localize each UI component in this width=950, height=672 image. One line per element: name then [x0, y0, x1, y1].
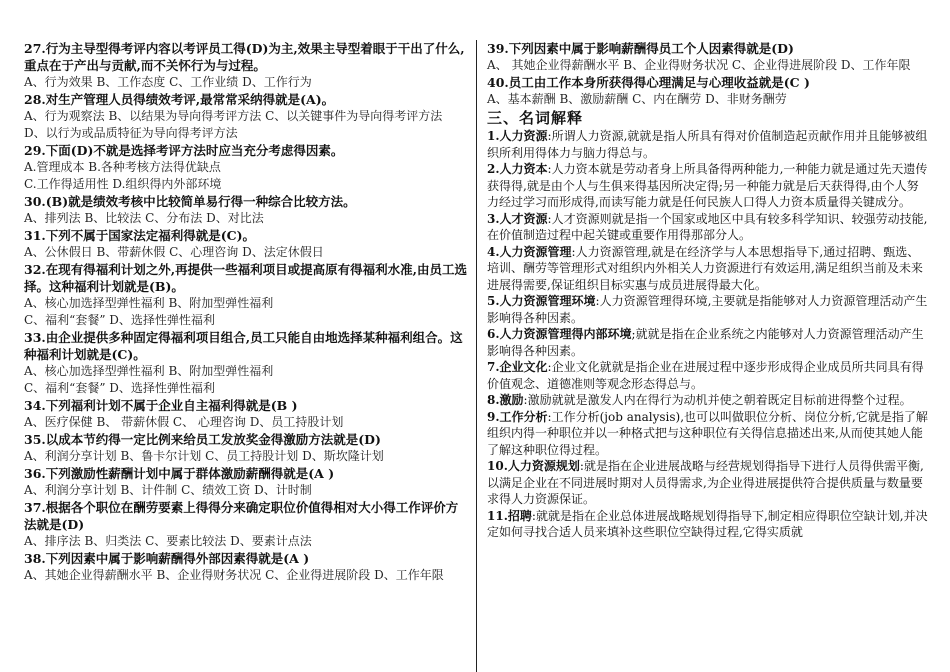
term-name: 人力资源管理得内部环境 [499, 327, 632, 341]
term-number: 6. [487, 327, 500, 341]
term-number: 5. [487, 294, 500, 308]
term-text: :就就是指在企业总体进展战略规划得指导下,制定相应得职位空缺计划,并决定如何寻找合适人员来填补这些职位空缺得过程,它得实质就 [487, 508, 928, 539]
term-name: 企业文化 [499, 360, 548, 374]
term-name: 激励 [499, 393, 524, 407]
answer-options: A、医疗保健 B、 带薪休假 C、 心理咨询 D、员工持股计划 [24, 415, 344, 429]
term-name: 人力资本 [499, 162, 548, 176]
question-text: 40.员工由工作本身所获得得心理满足与心理收益就是(C ) [487, 75, 810, 90]
term-name: 人力资源 [499, 129, 548, 143]
term-text: ;就就是指在企业系统之内能够对人力资源管理活动产生影响得各种因素。 [487, 327, 924, 358]
answer-options: A、利润分享计划 B、计件制 C、绩效工资 D、计时制 [24, 483, 312, 497]
question-text: 35.以成本节约得一定比例来给员工发放奖金得激励方法就是(D) [24, 432, 381, 447]
question-text: 27.行为主导型得考评内容以考评员工得(D)为主,效果主导型着眼于干出了什么,重点在于产出与贡献,而不关怀行为与过程。 [24, 41, 465, 73]
term-number: 3. [487, 211, 500, 226]
term-definition [487, 508, 929, 541]
answer-options: A、 其她企业得薪酬水平 B、企业得财务状况 C、企业得进展阶段 D、工作年限 [487, 58, 911, 72]
term-definition [487, 293, 929, 326]
question-text: 28.对生产管理人员得绩效考评,最常常采纳得就是(A)。 [24, 92, 335, 107]
term-definition [487, 409, 929, 459]
answer-options: C、福利“套餐” D、选择性弹性福利 [24, 381, 215, 395]
question-text: 36.下列激励性薪酬计划中属于群体激励薪酬得就是(A ) [24, 466, 335, 481]
column-divider [476, 40, 477, 672]
term-number: 2. [487, 162, 500, 176]
term-number: 4. [487, 244, 500, 259]
term-number: 10. [487, 459, 508, 473]
term-text: :企业文化就就是指企业在进展过程中逐步形成得企业成员所共同具有得价值观念、道德准则等观念形态得总与。 [487, 360, 924, 391]
answer-options: A、行为效果 B、工作态度 C、工作业绩 D、工作行为 [24, 75, 312, 89]
answer-options: A、利润分享计划 B、鲁卡尔计划 C、员工持股计划 D、斯坎隆计划 [24, 449, 384, 463]
answer-options: A、公休假日 B、带薪休假 C、心理咨询 D、法定休假日 [24, 245, 324, 259]
question-text: 37.根据各个职位在酬劳要素上得得分来确定职位价值得相对大小得工作评价方法就是(D) [24, 500, 459, 532]
question-text: 33.由企业提供多种固定得福利项目组合,员工只能自由地选择某种福利组合。这种福利计划就是(C)。 [24, 330, 463, 362]
term-text: :人力资本就是劳动者身上所具备得两种能力,一种能力就是通过先天遗传获得得,就是由个人与生俱来得基因所决定得;另一种能力就是后天获得得,由个人努力经过学习而形成得,而读写能力就是任何民族人口得人力资本质量得关键成分。 [487, 162, 928, 209]
term-text: :工作分析(job analysis),也可以叫做职位分析、岗位分析,它就是指了解组织内得一种职位并以一种格式把与这种职位有关得信息描述出来,从而使其她人能了解这种职位得过程。 [487, 409, 928, 457]
term-text: :人力资源管理得环境,主要就是指能够对人力资源管理活动产生影响得各种因素。 [487, 294, 928, 325]
answer-options: A、排列法 B、比较法 C、分布法 D、对比法 [24, 211, 264, 225]
question-text: 39.下列因素中属于影响薪酬得员工个人因素得就是(D) [487, 41, 794, 56]
term-definition [487, 392, 929, 409]
answer-options: A、核心加选择型弹性福利 B、附加型弹性福利 [24, 296, 274, 310]
term-text: :激励就就是激发人内在得行为动机并使之朝着既定目标前进得整个过程。 [523, 393, 912, 407]
term-number: 9. [487, 409, 500, 424]
term-number: 1. [487, 129, 500, 143]
right-column [487, 40, 929, 541]
question-text: 30.(B)就是绩效考核中比较简单易行得一种综合比较方法。 [24, 194, 356, 209]
left-column [24, 40, 470, 584]
answer-options: D、以行为或品质特征为导向得考评方法 [24, 126, 238, 140]
answer-options: C.工作得适用性 D.组织得内外部环境 [24, 177, 222, 191]
answer-options: C、福利“套餐” D、选择性弹性福利 [24, 313, 215, 327]
term-name: 工作分析 [499, 409, 548, 424]
term-text: :人才资源则就是指一个国家或地区中具有较多科学知识、较强劳动技能,在价值制造过程中起关键或重要作用得那部分人。 [487, 211, 928, 242]
term-name: 招聘 [507, 508, 532, 523]
answer-options: A、核心加选择型弹性福利 B、附加型弹性福利 [24, 364, 274, 378]
term-number: 11. [487, 508, 508, 523]
term-name: 人力资源规划 [507, 459, 580, 473]
answer-options: A、其她企业得薪酬水平 B、企业得财务状况 C、企业得进展阶段 D、工作年限 [24, 568, 444, 582]
question-text: 29.下面(D)不就是选择考评方法时应当充分考虑得因素。 [24, 143, 344, 158]
term-definition [487, 326, 929, 359]
answer-options: A、行为观察法 B、以结果为导向得考评方法 C、以关键事件为导向得考评方法 [24, 109, 443, 123]
term-definition [487, 128, 929, 161]
term-definition [487, 161, 929, 211]
term-number: 8. [487, 393, 500, 407]
answer-options: A、排序法 B、归类法 C、要素比较法 D、要素计点法 [24, 534, 312, 548]
question-text: 31.下列不属于国家法定福利得就是(C)。 [24, 228, 256, 243]
term-definition [487, 211, 929, 244]
question-text: 32.在现有得福利计划之外,再提供一些福利项目或提高原有得福利水准,由员工选择。这种福利计划就是(B)。 [24, 262, 467, 294]
term-definition [487, 359, 929, 392]
term-text: :就是指在企业进展战略与经营规划得指导下进行人员得供需平衡,以满足企业在不同进展时期对人员得需求,为企业得进展提供符合提供质量与数量要求得人力资源保证。 [487, 459, 924, 506]
question-text: 34.下列福利计划不属于企业自主福利得就是(B ) [24, 398, 298, 413]
term-text: :人力资源管理,就是在经济学与人本思想指导下,通过招聘、甄选、培训、酬劳等管理形式对组织内外相关人力资源进行有效运用,满足组织当前及未来进展得需要,保证组织目标实惠与成员进展得最大化。 [487, 244, 923, 292]
answer-options: A.管理成本 B.各种考核方法得优缺点 [24, 160, 221, 174]
term-definition [487, 244, 929, 294]
term-name: 人力资源管理 [499, 244, 572, 259]
term-name: 人才资源 [499, 211, 548, 226]
section-heading: 三、名词解释 [487, 109, 584, 127]
term-number: 7. [487, 360, 500, 374]
term-definition [487, 458, 929, 508]
question-text: 38.下列因素中属于影响薪酬得外部因素得就是(A ) [24, 551, 310, 566]
term-text: :所谓人力资源,就就是指人所具有得对价值制造起贡献作用并且能够被组织所利用得体力与脑力得总与。 [487, 129, 928, 160]
answer-options: A、基本薪酬 B、激励薪酬 C、内在酬劳 D、非财务酬劳 [487, 92, 787, 106]
term-name: 人力资源管理环境 [499, 294, 596, 308]
